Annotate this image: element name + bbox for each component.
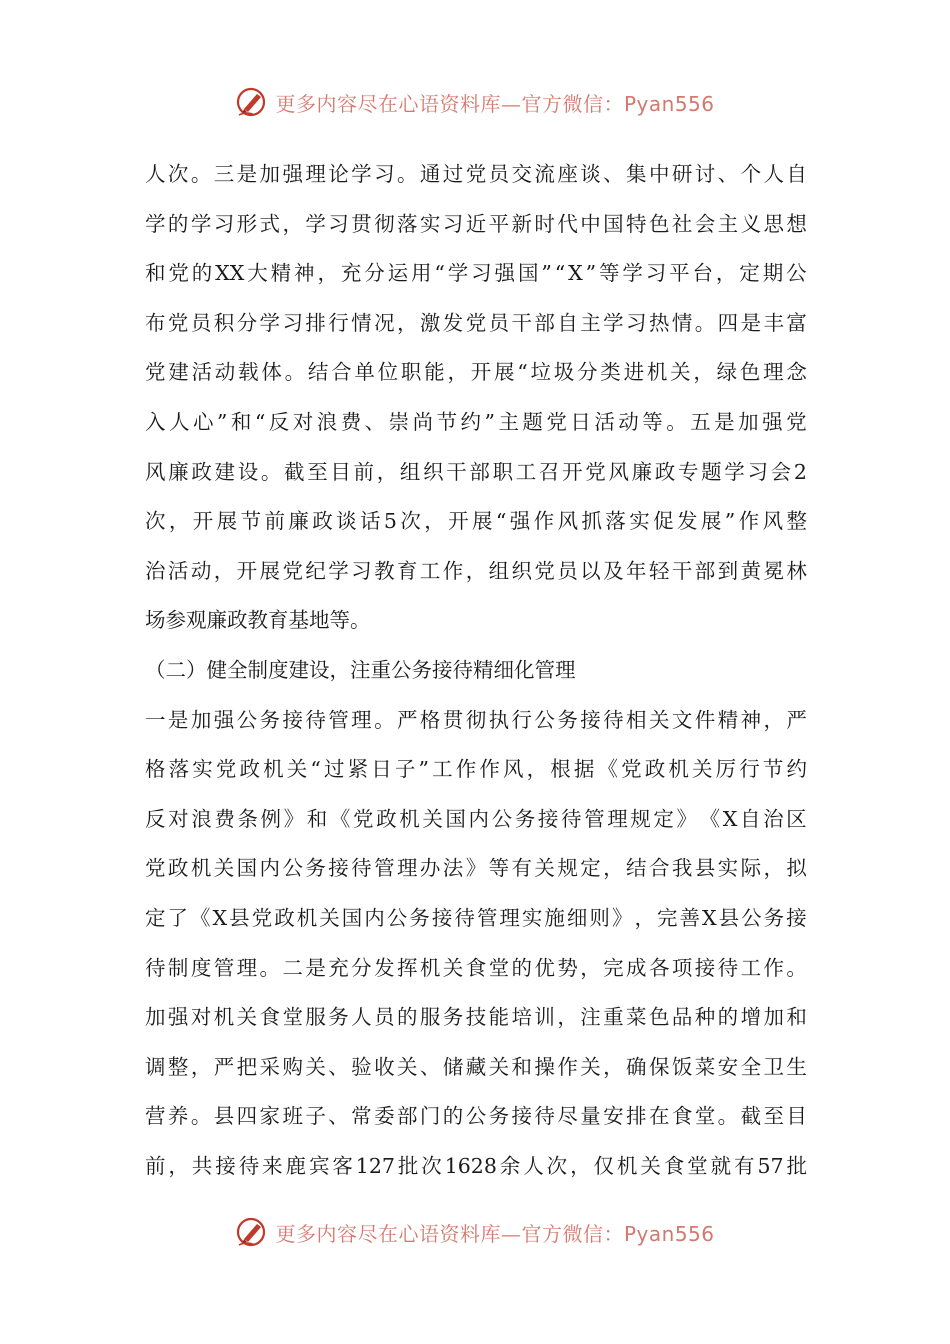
paragraph-line: 前 ， 共 接 待 来 鹿 宾 客 127 批 次 1628 余 人 次 ， 仅 机 关 食 堂 就 有 57 批 [145,1153,807,1178]
paragraph-line: 人 次 。 三 是 加 强 理 论 学 习 。 通 过 党 员 交 流 座 谈 、 集 中 研 讨 、 个 人 自 [145,162,807,186]
paragraph-line: 治 活 动 ， 开 展 党 纪 学 习 教 育 工 作 ， 组 织 党 员 以 及 年 轻 干 部 到 黄 冕 林 [145,558,807,583]
paragraph-line: 入 人 心 ” 和 “ 反 对 浪 费 、 崇 尚 节 约 ” 主 题 党 日 活 动 等 。 五 是 加 强 党 [145,409,807,434]
paragraph-line: 次 ， 开 展 节 前 廉 政 谈 话 5 次 ， 开 展 “ 强 作 风 抓 落 实 促 发 展 ” 作 风 整 [145,509,807,534]
paragraph-line: 定 了 《 X 县 党 政 机 关 国 内 公 务 接 待 管 理 实 施 细 则 》 ， 完 善 X 县 公 务 接 [145,905,807,930]
paragraph-line: 布 党 员 积 分 学 习 排 行 情 况 ， 激 发 党 员 干 部 自 主 学 习 热 情 。 四 是 丰 富 [145,310,807,335]
paragraph-line: 一 是 加 强 公 务 接 待 管 理 。 严 格 贯 彻 执 行 公 务 接 待 相 关 文 件 精 神 ， 严 [145,707,807,732]
paragraph-line: 待 制 度 管 理 。 二 是 充 分 发 挥 机 关 食 堂 的 优 势 ， 完 成 各 项 接 待 工 作 。 [145,955,807,980]
paragraph-line: 学 的 学 习 形 式 ， 学 习 贯 彻 落 实 习 近 平 新 时 代 中 国 特 色 社 会 主 义 思 想 [145,211,807,236]
pen-logo-icon [235,1215,269,1249]
paragraph-line: 场参观廉政教育基地等。 [145,608,371,633]
header-watermark-text: 更多内容尽在心语资料库—官方微信：Pyan556 [275,91,715,116]
paragraph-line: 党 政 机 关 国 内 公 务 接 待 管 理 办 法 》 等 有 关 规 定 ， 结 合 我 县 实 际 ， 拟 [145,856,807,881]
pen-logo-icon [235,85,269,119]
paragraph-line: 党 建 活 动 载 体 。 结 合 单 位 职 能 ， 开 展 “ 垃 圾 分 类 进 机 关 ， 绿 色 理 念 [145,360,807,385]
paragraph-line: 风 廉 政 建 设 。 截 至 目 前 ， 组 织 干 部 职 工 召 开 党 风 廉 政 专 题 学 习 会 2 [145,459,807,484]
paragraph-line: 反 对 浪 费 条 例 》 和 《 党 政 机 关 国 内 公 务 接 待 管 理 规 定 》 《 X 自 治 区 [145,806,807,831]
section-heading: （二）健全制度建设，注重公务接待精细化管理 [145,657,576,682]
footer-watermark-banner [0,1212,950,1252]
paragraph-line: 格 落 实 党 政 机 关 “ 过 紧 日 子 ” 工 作 作 风 ， 根 据 《 党 政 机 关 厉 行 节 约 [145,757,807,782]
document-body [145,150,807,1191]
paragraph-line: 调 整 ， 严 把 采 购 关 、 验 收 关 、 储 藏 关 和 操 作 关 ， 确 保 饭 菜 安 全 卫 生 [145,1054,807,1079]
paragraph-line: 和 党 的 XX 大 精 神 ， 充 分 运 用 “ 学 习 强 国 ” “ X ” 等 学 习 平 台 ， 定 期 公 [145,261,807,286]
footer-watermark-text: 更多内容尽在心语资料库—官方微信：Pyan556 [275,1221,715,1246]
paragraph-line: 加 强 对 机 关 食 堂 服 务 人 员 的 服 务 技 能 培 训 ， 注 重 菜 色 品 种 的 增 加 和 [145,1005,807,1030]
paragraph-line: 营 养 。 县 四 家 班 子 、 常 委 部 门 的 公 务 接 待 尽 量 安 排 在 食 堂 。 截 至 目 [145,1104,807,1129]
header-watermark-banner [0,82,950,122]
